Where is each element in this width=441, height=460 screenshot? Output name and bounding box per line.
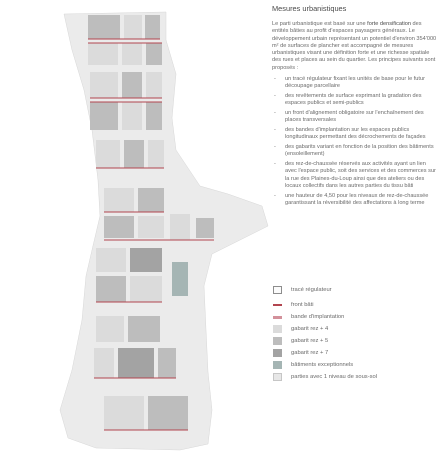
- legend-swatch: [273, 373, 282, 381]
- building-block: [104, 396, 144, 430]
- exceptional-building: [172, 262, 188, 296]
- legend-label: tracé régulateur: [291, 286, 332, 293]
- building-block: [146, 102, 162, 130]
- legend-swatch: [273, 337, 282, 345]
- building-block: [124, 15, 142, 39]
- measure-item: - des gabarits variant en fonction de la position des bâtiments (ensoleillement): [272, 144, 437, 159]
- legend-swatch: [273, 325, 282, 333]
- measure-item: - des rez-de-chaussée réservés aux activités ayant un lien avec l'espace public, soit des services et des commerces sur la rue des Plaines-du-Loup ainsi que des ateliers ou des locaux collectifs dans les autres parties du tissu bâti: [272, 161, 437, 190]
- building-block: [145, 15, 160, 39]
- legend-label: gabarit rez + 5: [291, 337, 329, 344]
- panel-title: Mesures urbanistiques: [272, 4, 347, 13]
- measure-item: - des revêtements de surface exprimant la gradation des espaces publics et semi-publics: [272, 93, 437, 108]
- legend-label: bâtiments exceptionnels: [291, 361, 354, 368]
- measure-item: - un front d'alignement obligatoire sur l'enchaînement des places transversales: [272, 110, 437, 125]
- building-block: [128, 316, 160, 342]
- building-block: [122, 43, 142, 65]
- building-block: [96, 140, 120, 168]
- building-block: [88, 43, 118, 65]
- building-block: [130, 276, 162, 302]
- building-block: [122, 72, 142, 98]
- text-panel: [272, 4, 437, 210]
- building-block: [130, 248, 162, 272]
- legend-label: bande d'implantation: [291, 313, 345, 320]
- measures-list: [272, 76, 437, 207]
- building-block: [118, 348, 154, 378]
- building-block: [158, 348, 176, 378]
- legend-swatch: [273, 304, 282, 306]
- legend-swatch: [273, 349, 282, 357]
- legend-label: gabarit rez + 4: [291, 325, 329, 332]
- legend-swatch: [273, 361, 282, 369]
- building-block: [90, 102, 118, 130]
- building-block: [96, 316, 124, 342]
- block-group-middle: [96, 140, 164, 168]
- building-block: [138, 216, 164, 238]
- building-block: [146, 43, 162, 65]
- measure-item: - un tracé régulateur fixant les unités de base pour le futur découpage parcellaire: [272, 76, 437, 91]
- measure-item: - une hauteur de 4,50 pour les niveaux de rez-de-chaussée garantissant la réversibilité des affectations à long terme: [272, 193, 437, 208]
- building-block: [122, 102, 142, 130]
- building-block: [146, 72, 162, 98]
- legend-label: parties avec 1 niveau de sous-sol: [291, 373, 378, 380]
- legend-swatch: [273, 286, 282, 294]
- measure-item: - des bandes d'implantation sur les espaces publics longitudinaux permettant des décrochements de façades: [272, 127, 437, 142]
- building-block: [94, 348, 114, 378]
- building-block: [96, 276, 126, 302]
- building-block: [148, 396, 188, 430]
- building-block: [96, 248, 126, 272]
- building-block: [104, 216, 134, 238]
- legend-label: gabarit rez + 7: [291, 349, 329, 356]
- building-block: [124, 140, 144, 168]
- building-block: [90, 72, 118, 98]
- building-block: [88, 15, 120, 39]
- intro-paragraph: Le parti urbanistique est basé sur une forte densification des entités bâties au profit d'espaces paysagers généraux. Le développement urbain représentant un potentiel d'environ 354'000 m² de surfaces de plancher est accompagné de mesures urbanistiques visant une définition forte et une richesse spatiale des rues et places au sein du quartier. Les principes suivants sont proposés :: [272, 21, 437, 71]
- legend-swatch: [273, 316, 282, 320]
- building-block: [170, 214, 190, 240]
- building-block: [138, 188, 164, 212]
- building-block: [196, 218, 214, 238]
- legend-label: front bâti: [291, 301, 314, 308]
- building-block: [148, 140, 164, 168]
- building-block: [104, 188, 134, 212]
